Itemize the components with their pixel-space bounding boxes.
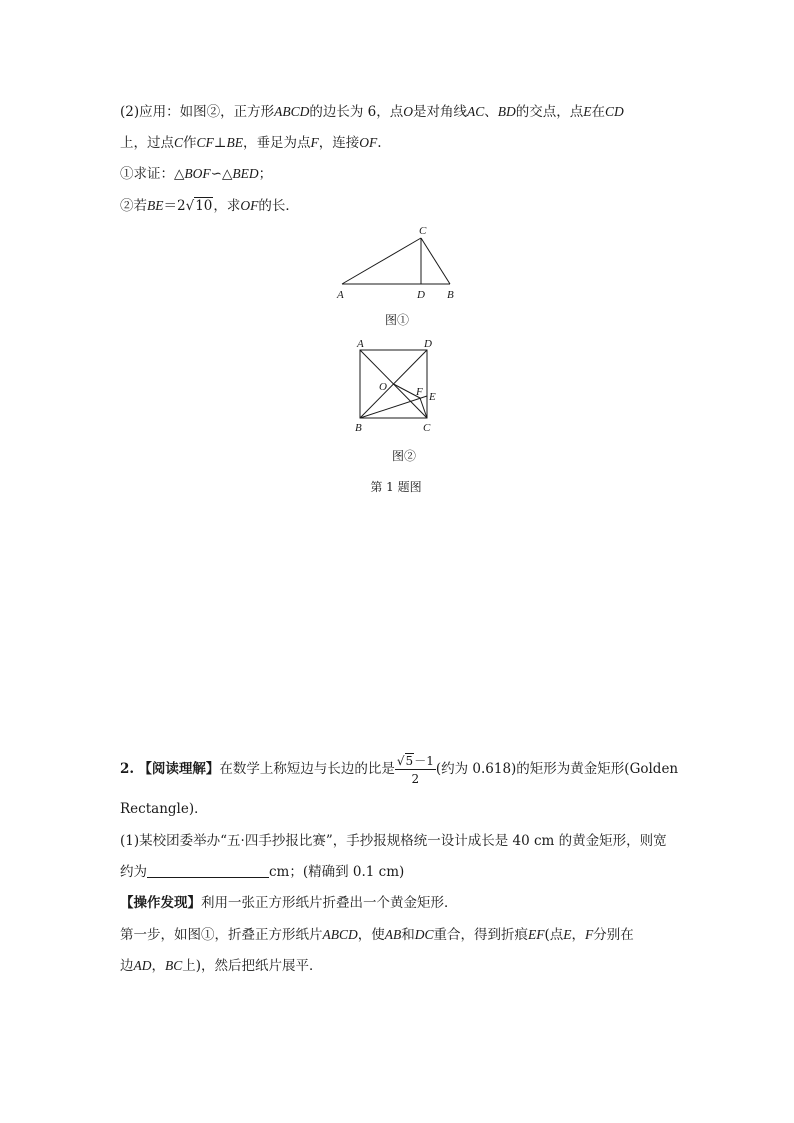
q1-subquestion-2: ②若BE＝2√10，求OF的长．	[120, 198, 299, 214]
label-d: D	[424, 338, 432, 350]
label-c: C	[419, 225, 427, 237]
answer-blank[interactable]	[147, 863, 269, 878]
sqrt-radicand: 10	[195, 198, 213, 214]
question-number: 2.	[120, 761, 135, 777]
q2-line7: 边AD，BC上)，然后把纸片展平．	[120, 958, 323, 974]
label-d: D	[417, 289, 425, 301]
figure-1-triangle	[330, 222, 460, 304]
q2-line1: 2. 【阅读理解】在数学上称短边与长边的比是 $\frac{√5-1}{2}$ (约为 0.618)的矩形为黄金矩形(Golden	[120, 753, 679, 786]
label-a: A	[337, 289, 344, 301]
q1-part2-line1: (2)应用：如图②，正方形ABCD的边长为 6，点O是对角线AC、BD的交点，点E在CD	[120, 104, 624, 120]
figure-2-caption: 图②	[391, 449, 417, 463]
q2-line3: (1)某校团委举办“五·四手抄报比赛”，手抄报规格统一设计成长是 40 cm 的黄金矩形，则宽	[120, 833, 667, 849]
segment-be	[360, 396, 427, 418]
q2-line4: 约为 cm；(精确到 0.1 cm)	[120, 864, 405, 880]
label-o: O	[379, 381, 387, 393]
label-a: A	[357, 338, 364, 350]
label-f: F	[416, 386, 423, 398]
segment-ac	[342, 238, 421, 284]
section-tag-operation: 【操作发现】	[120, 895, 201, 911]
label-b: B	[447, 289, 454, 301]
label-b: B	[355, 422, 362, 434]
figure-set-caption: 第 1 题图	[370, 480, 422, 494]
q1-part2-line2: 上，过点C作CF⊥BE，垂足为点F，连接OF.	[120, 135, 382, 151]
q1-subquestion-1: ①求证：△BOF∽△BED；	[120, 166, 273, 182]
sqrt-symbol: √	[185, 198, 195, 214]
q2-line6: 第一步，如图①，折叠正方形纸片ABCD，使AB和DC重合，得到折痕EF(点E，F分别在	[120, 927, 634, 943]
golden-ratio-fraction: $\frac{√5-1}{2}$	[396, 753, 434, 786]
figure-2-square	[350, 334, 450, 438]
q2-line2: Rectangle)．	[120, 801, 208, 817]
q2-line5: 【操作发现】利用一张正方形纸片折叠出一个黄金矩形．	[120, 895, 458, 911]
label-e: E	[429, 391, 436, 403]
figure-1-caption: 图①	[384, 313, 410, 327]
label-c: C	[423, 422, 431, 434]
section-tag-reading: 【阅读理解】	[138, 761, 220, 777]
segment-bc	[421, 238, 450, 284]
